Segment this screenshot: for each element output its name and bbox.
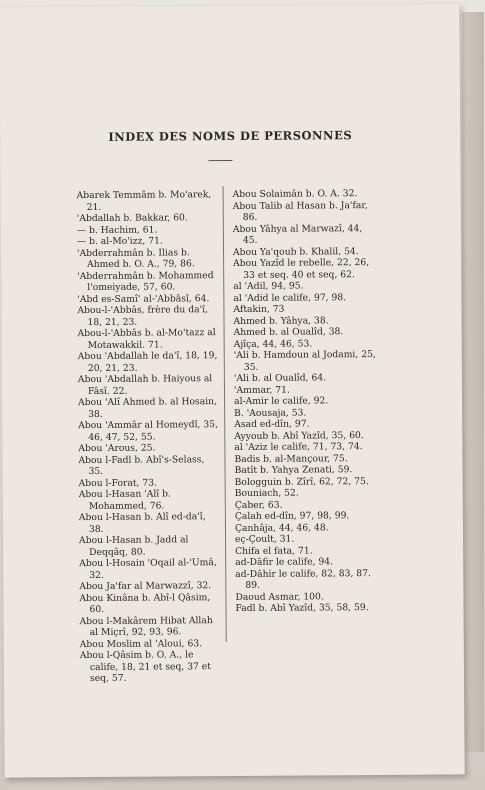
entry-pages: 60. xyxy=(89,603,105,615)
entry-name: Abou-l-'Abbâs b. al-Mo'tazz al Motawakkil. xyxy=(77,327,216,351)
entry-pages: 60. xyxy=(173,212,188,224)
entry-pages: 71. xyxy=(297,544,313,557)
entry-name: al 'Adid le calife, xyxy=(233,291,312,304)
index-entry xyxy=(78,454,221,478)
index-entry xyxy=(79,488,222,512)
index-entry xyxy=(233,291,378,304)
entry-pages: 38. xyxy=(88,408,103,420)
index-entry xyxy=(234,326,379,339)
index-entry xyxy=(235,602,380,615)
index-column-right xyxy=(233,188,381,615)
entry-pages: 35, 46, 47, 52, 55. xyxy=(88,419,219,443)
index-entry xyxy=(79,592,222,616)
entry-name: al 'Adil, xyxy=(233,280,269,292)
index-entry xyxy=(79,557,222,581)
index-entry xyxy=(78,350,221,374)
entry-name: Bouniach, xyxy=(234,487,282,499)
entry-name: Ahmed b. Yâhya, xyxy=(233,314,312,327)
entry-name: Çalah ed-dîn, xyxy=(234,510,297,522)
page-stack-edge xyxy=(462,12,484,752)
index-entry xyxy=(79,511,222,535)
entry-pages: 25. xyxy=(140,442,156,454)
index-entry xyxy=(78,442,221,454)
index-entry xyxy=(235,464,380,477)
entry-pages: 35, 58, 59. xyxy=(318,602,369,614)
entry-pages: 22, 26, 33 et seq. 40 et seq, 62. xyxy=(243,257,370,281)
index-entry xyxy=(235,567,380,591)
index-entry xyxy=(233,199,378,223)
entry-name: Bologguin b. Zîrî, xyxy=(234,475,317,488)
entry-name: al 'Aziz le calife, xyxy=(234,441,311,453)
entry-name: Abou l-Fadl b. Abî's-Selass, xyxy=(78,453,205,466)
index-entry xyxy=(78,327,221,351)
entry-name: Çanhâja, xyxy=(234,522,277,534)
entry-pages: 64. xyxy=(194,292,210,304)
entry-name: B. 'Aousaja, xyxy=(234,407,289,419)
book-page xyxy=(0,4,465,777)
index-entry xyxy=(233,314,378,327)
index-entry xyxy=(235,556,380,569)
entry-pages: 71. xyxy=(147,338,163,351)
title-rule xyxy=(208,160,232,161)
entry-name: Abou 'Abdallah le da'î, xyxy=(77,350,183,363)
entry-name: 'Ammar, xyxy=(233,384,273,396)
index-entry xyxy=(235,544,380,557)
entry-name: Abou Solaimân b. O. A. xyxy=(232,188,340,200)
index-entry xyxy=(234,406,379,419)
index-entry xyxy=(235,498,380,511)
entry-name: Daoud Asmar, xyxy=(235,591,301,603)
entry-pages: 86. xyxy=(242,211,258,223)
entry-name: 'Ali b. Hamdoun al Jodami, xyxy=(233,349,359,361)
entry-pages: 75. xyxy=(332,452,348,464)
entry-pages: 61. xyxy=(142,224,158,236)
entry-pages: 73. xyxy=(142,477,158,489)
entry-name: Abou 'Ammâr al Homeydî, xyxy=(78,419,201,432)
entry-name: Asad ed-dîn, xyxy=(234,418,292,430)
entry-pages: 64. xyxy=(311,372,327,384)
entry-name: Ayyoub b. Abî Yazîd, xyxy=(234,429,329,442)
index-entry xyxy=(233,303,378,316)
index-entry xyxy=(234,441,379,454)
entry-name: Çaber, xyxy=(234,499,265,511)
entry-pages: 22. xyxy=(112,385,128,397)
entry-pages: 94, 95. xyxy=(271,280,304,292)
entry-name: Abou l-Makârem Hibat Allah al Miçrî, xyxy=(79,614,213,638)
entry-name: Abou Ya'qoub b. Khalil, xyxy=(232,245,342,258)
index-entry xyxy=(235,521,380,534)
page-title: INDEX DES NOMS DE PERSONNES xyxy=(108,128,353,144)
entry-pages: 63. xyxy=(267,499,283,511)
entry-name: Abou Talib al Hasan b. Ja'far, xyxy=(232,199,368,212)
entry-pages: 97, 98. xyxy=(313,291,347,303)
entry-pages: 38. xyxy=(328,326,344,338)
entry-name: Abou l-Forat, xyxy=(78,477,140,489)
index-entry xyxy=(234,372,379,385)
entry-name: eç-Çoult, xyxy=(234,533,277,545)
entry-name: — b. al-Mo'izz, xyxy=(76,235,146,248)
index-entry xyxy=(235,533,380,546)
entry-name: 'Abd es-Samî' al-'Abbâsî, xyxy=(77,292,192,305)
entry-name: Abou Yâhya al Marwazî, xyxy=(232,222,345,235)
entry-name: Abarek Temmâm b. Mo'arek, xyxy=(76,189,212,202)
entry-pages: 76. xyxy=(149,499,165,512)
entry-pages: 18, 21, 23. xyxy=(87,316,138,328)
index-entry xyxy=(77,293,220,305)
index-entry xyxy=(79,580,222,592)
entry-pages: 32. xyxy=(89,569,104,581)
entry-pages: 18, 21 et seq, 37 et seq, 57. xyxy=(89,660,211,684)
entry-pages: 54. xyxy=(344,245,359,257)
index-entry xyxy=(234,418,379,431)
entry-name: Abou Yazîd le rebelle, xyxy=(233,257,335,269)
entry-name: al-Amir le calife, xyxy=(234,395,311,407)
entry-pages: 97. xyxy=(294,418,310,430)
index-entry xyxy=(77,212,220,224)
entry-pages: 71. xyxy=(148,235,163,247)
entry-pages: 21. xyxy=(86,201,102,213)
index-entry xyxy=(234,429,379,442)
entry-pages: 52. xyxy=(284,487,299,499)
entry-pages: 35. xyxy=(88,465,104,478)
index-entry xyxy=(234,452,379,465)
entry-name: Badis b. al-Mançour, xyxy=(234,452,331,465)
index-entry xyxy=(234,383,379,396)
entry-name: Abou l-Hasan 'Alî b. Mohammed, xyxy=(78,488,171,512)
index-entry xyxy=(234,349,379,373)
entry-pages: 100. xyxy=(303,590,324,603)
index-entry xyxy=(77,270,220,294)
entry-pages: 92. xyxy=(313,395,329,407)
index-entry xyxy=(77,189,220,213)
index-entry xyxy=(79,534,222,558)
index-entry xyxy=(233,257,378,281)
entry-pages: 53. xyxy=(291,406,307,419)
entry-name: Abou 'Abdallah b. Haiyous al Fâsî. xyxy=(77,373,213,397)
index-entry xyxy=(233,188,378,201)
entry-name: Abou 'Arous, xyxy=(78,442,138,455)
index-entry xyxy=(78,419,221,443)
index-entry xyxy=(80,649,223,684)
entry-name: Ajîça, xyxy=(233,338,260,350)
entry-pages: 25, 35. xyxy=(243,348,376,373)
entry-pages: 59. xyxy=(337,464,353,476)
entry-name: Chifa el fata, xyxy=(235,545,296,557)
entry-pages: 38. xyxy=(313,314,329,326)
entry-pages: 35, 60. xyxy=(331,429,364,441)
entry-pages: 73 xyxy=(272,303,285,315)
index-entry xyxy=(234,337,379,350)
entry-pages: 44, 46, 53. xyxy=(262,337,313,350)
entry-pages: 71, 73, 74. xyxy=(312,441,363,453)
entry-name: 'Ali b. al Oualîd, xyxy=(233,372,309,384)
entry-name: Aftakin, xyxy=(233,303,270,315)
entry-name: Abou Kinâna b. Abî-l Qâsim, xyxy=(79,591,211,604)
entry-name: Abou l-Hasan b. Alî ed-da'î, xyxy=(78,511,206,524)
index-entry xyxy=(235,510,380,523)
entry-name: Abou l-Qâsim b. O. A., le calife, xyxy=(79,649,194,673)
entry-pages: 38. xyxy=(88,523,104,535)
entry-pages: 32. xyxy=(196,580,212,592)
index-entry xyxy=(235,475,380,488)
entry-name: 'Abdallah b. Bakkar, xyxy=(76,212,171,225)
entry-name: ad-Dâfir le calife, xyxy=(235,556,316,568)
entry-name: 'Abderrahmân b. Ilias b. Ahmed b. O. A., xyxy=(76,246,190,271)
index-entry xyxy=(78,373,221,397)
column-divider xyxy=(223,186,227,642)
entry-pages: 79, 86. xyxy=(162,258,195,270)
entry-name: — b. Hachim, xyxy=(76,224,140,236)
entry-pages: 31. xyxy=(279,533,295,545)
entry-name: Abou Moslim al 'Aloui, xyxy=(79,637,185,650)
entry-name: Fadl b. Abî Yazîd, xyxy=(235,602,317,614)
entry-pages: 71. xyxy=(275,384,290,396)
entry-pages: 18, 19, 20, 21, 23. xyxy=(87,350,218,374)
index-entry xyxy=(233,280,378,293)
index-entry xyxy=(77,304,220,328)
index-entry xyxy=(80,638,223,650)
index-entry xyxy=(235,590,380,603)
index-entry xyxy=(235,487,380,500)
entry-pages: 44, 45. xyxy=(242,222,363,246)
index-entry xyxy=(78,396,221,420)
entry-pages: 92, 93, 96. xyxy=(131,626,182,638)
entry-name: Batît b. Yahya Zenati, xyxy=(234,464,335,476)
entry-name: Abou l-Hosain 'Oqail al-'Umâ, xyxy=(79,557,217,570)
entry-name: 'Abderrahmân b. Mohammed l'omeiyade, xyxy=(77,269,214,294)
index-entry xyxy=(77,247,220,271)
entry-pages: 32. xyxy=(342,188,358,200)
entry-name: ad-Dâhir le calife, xyxy=(235,567,319,580)
entry-name: Abou Ja'far al Marwazzî, xyxy=(79,580,194,593)
entry-pages: 63. xyxy=(187,637,203,649)
entry-pages: 62, 72, 75. xyxy=(319,475,369,487)
entry-name: Abou 'Alî Ahmed b. al Hosain, xyxy=(78,396,218,409)
index-entry xyxy=(80,615,223,639)
entry-name: Abou l-Hasan b. Jadd al Deqqâq, xyxy=(79,534,189,558)
index-entry xyxy=(234,395,379,408)
entry-pages: 82, 83, 87. 89. xyxy=(245,567,371,591)
entry-name: Ahmed b. al Oualîd, xyxy=(233,326,326,338)
entry-pages: 44, 46, 48. xyxy=(278,521,329,534)
entry-pages: 97, 98, 99. xyxy=(299,510,350,522)
entry-name: Abou-l-'Abbâs, frère du da'î, xyxy=(77,304,208,317)
entry-pages: 94. xyxy=(318,556,334,568)
index-column-left xyxy=(77,189,223,684)
entry-pages: 80. xyxy=(130,546,146,558)
index-entry xyxy=(233,222,378,246)
index-entry xyxy=(79,477,222,489)
index-entry xyxy=(233,245,378,258)
index-entry xyxy=(77,235,220,247)
entry-pages: 57, 60. xyxy=(143,281,176,293)
index-entry xyxy=(77,224,220,236)
